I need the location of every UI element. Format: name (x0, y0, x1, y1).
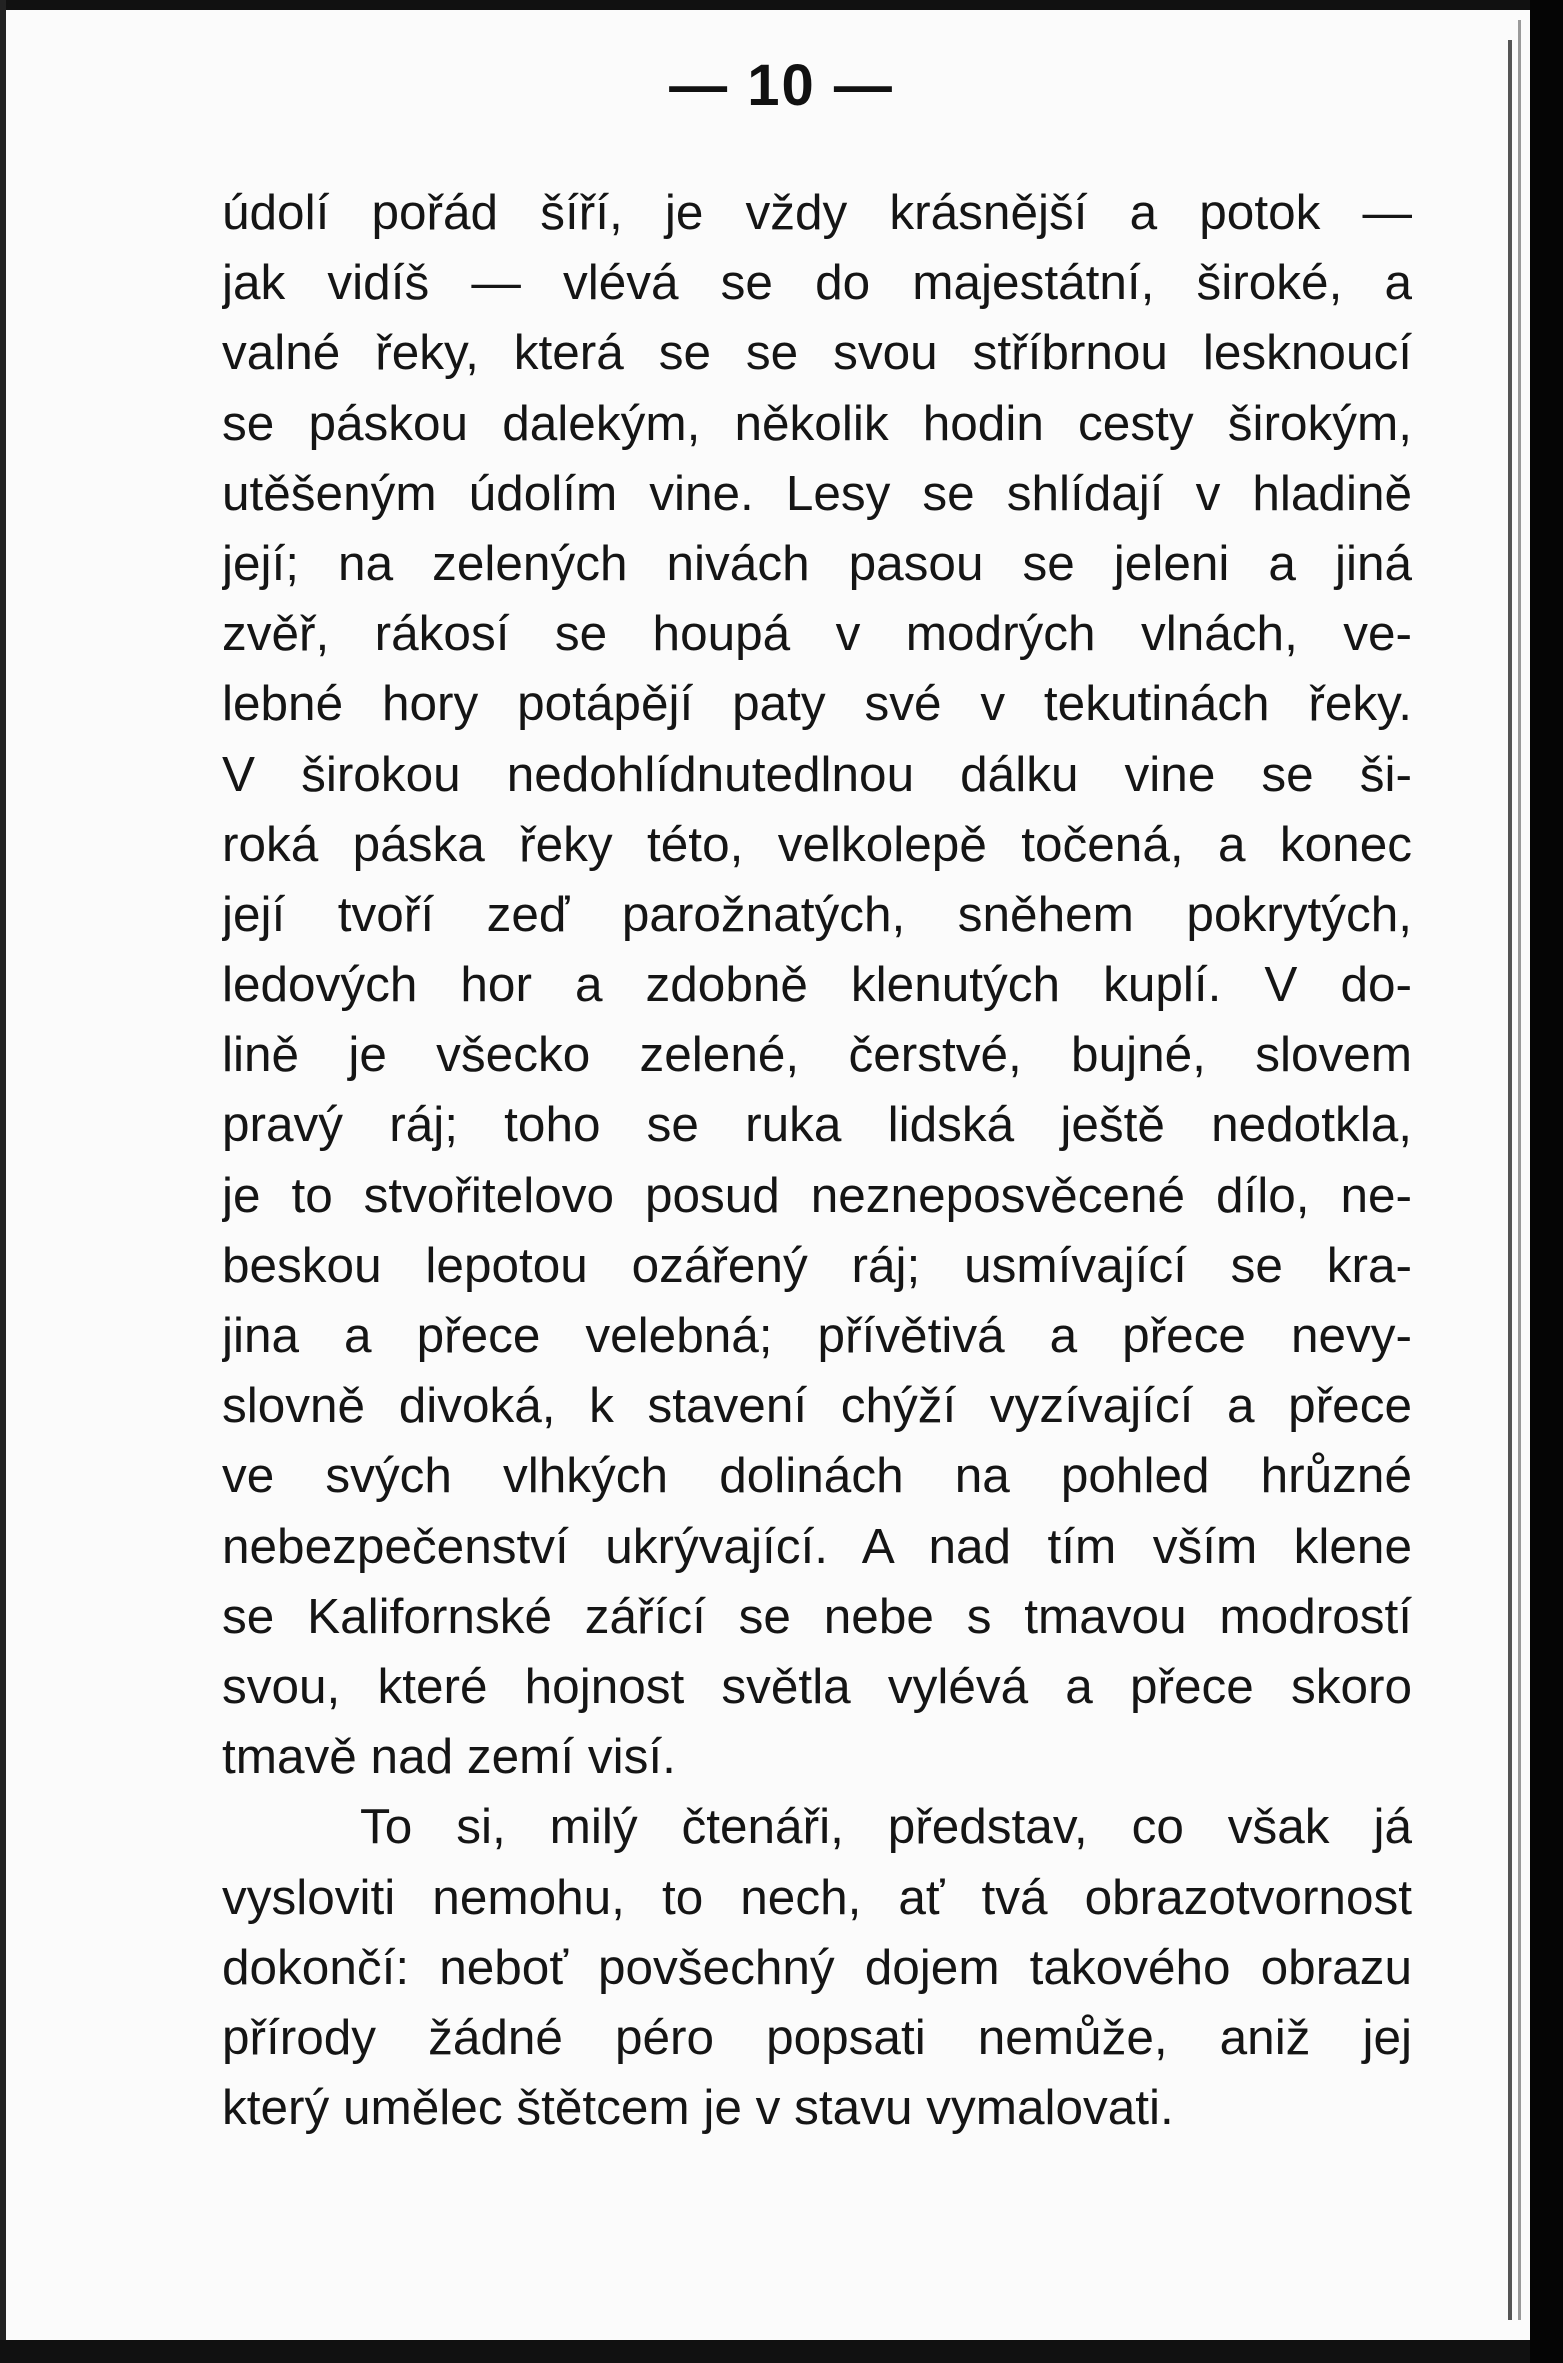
text-line: vysloviti nemohu, to nech, ať tvá obrazotvornost (222, 1869, 1412, 1925)
page-edge-shadow-secondary (1518, 20, 1521, 2320)
text-line: roká páska řeky této, velkolepě točená, a konec (222, 816, 1412, 872)
paragraph-1 (222, 178, 1412, 1792)
text-line: dokončí: neboť povšechný dojem takového obrazu (222, 1939, 1412, 1995)
scan-edge-bottom (0, 2340, 1563, 2363)
body-text (222, 178, 1412, 2143)
scan-edge-top (0, 0, 1563, 10)
text-line: je to stvořitelovo posud nezneposvěcené dílo, ne- (222, 1167, 1412, 1223)
text-line: který umělec štětcem je v stavu vymalovati. (222, 2080, 1174, 2136)
text-line: svou, které hojnost světla vylévá a přece skoro (222, 1658, 1412, 1714)
text-line: pravý ráj; toho se ruka lidská ještě nedotkla, (222, 1097, 1412, 1153)
text-line: jak vidíš — vlévá se do majestátní, široké, a (222, 255, 1412, 311)
text-line: To si, milý čtenáři, představ, co však já (360, 1799, 1412, 1855)
text-line: nebezpečenství ukrývající. A nad tím vším klene (222, 1518, 1412, 1574)
text-line: slovně divoká, k stavení chýží vyzívající a přece (222, 1378, 1412, 1434)
text-line: tmavě nad zemí visí. (222, 1729, 676, 1785)
paragraph-2 (222, 1792, 1412, 2143)
text-line: utěšeným údolím vine. Lesy se shlídají v hladině (222, 465, 1412, 521)
scan-edge-right (1530, 0, 1563, 2363)
text-line: ledových hor a zdobně klenutých kuplí. V do- (222, 957, 1412, 1013)
text-line: její tvoří zeď parožnatých, sněhem pokrytých, (222, 886, 1412, 942)
text-line: jina a přece velebná; přívětivá a přece nevy- (222, 1308, 1412, 1363)
text-line: beskou lepotou ozářený ráj; usmívající se kra- (222, 1237, 1412, 1293)
text-line: se Kalifornské zářící se nebe s tmavou modrostí (222, 1588, 1412, 1644)
text-line: údolí pořád šíří, je vždy krásnější a potok — (222, 185, 1412, 240)
text-line: lině je všecko zelené, čerstvé, bujné, slovem (222, 1027, 1412, 1083)
text-line: zvěř, rákosí se houpá v modrých vlnách, ve- (222, 606, 1412, 662)
text-line: se páskou dalekým, několik hodin cesty širokým, (222, 395, 1412, 451)
scan-edge-left (0, 0, 6, 2363)
text-line: ve svých vlhkých dolinách na pohled hrůzné (222, 1448, 1412, 1504)
page-edge-shadow (1508, 40, 1512, 2320)
text-line: valné řeky, která se se svou stříbrnou lesknoucí (222, 325, 1412, 381)
page-number: — 10 — (669, 53, 894, 118)
text-line: přírody žádné péro popsati nemůže, aniž jej (222, 2009, 1412, 2065)
text-line: lebné hory potápějí paty své v tekutinách řeky. (222, 676, 1412, 732)
text-line: V širokou nedohlídnutedlnou dálku vine se ši- (222, 746, 1412, 802)
text-line: její; na zelených nivách pasou se jeleni a jiná (222, 535, 1412, 591)
